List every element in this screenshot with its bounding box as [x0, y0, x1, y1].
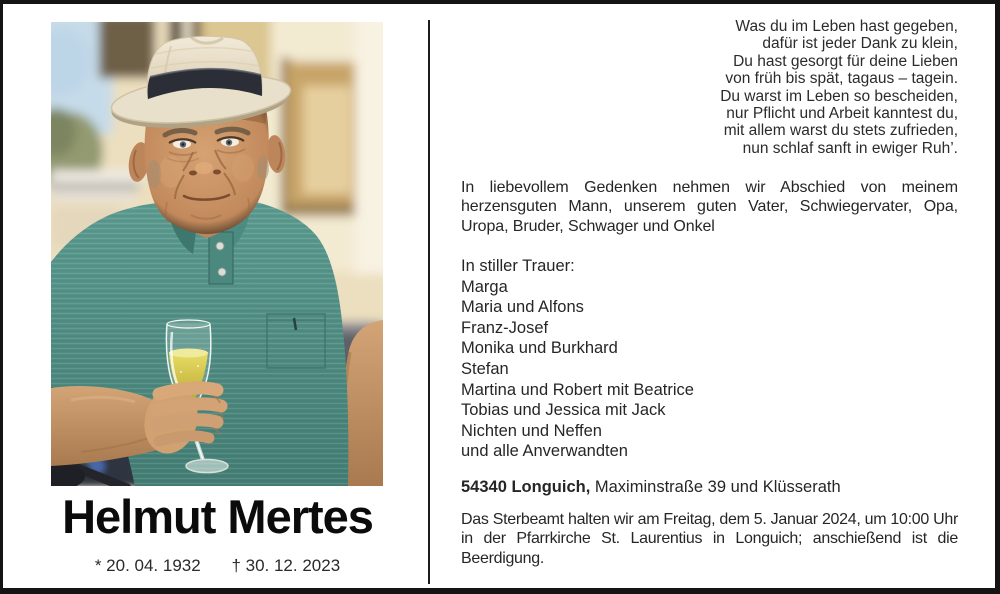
life-dates: [6, 555, 429, 577]
mourning-label: In stiller Trauer:: [461, 257, 575, 275]
address-line: [461, 478, 958, 497]
intro-paragraph: In liebevollem Gedenken nehmen wir Abschied von meinem herzensguten Mann, unserem guten Vater, Schwiegervater, Opa, Uropa, Bruder, Schwager und Onkel: [461, 179, 958, 235]
mourners-section: [461, 256, 958, 462]
address-postal-city: 54340 Longuich,: [461, 478, 591, 496]
memorial-poem: Was du im Leben hast gegeben, dafür ist jeder Dank zu klein, Du hast gesorgt für deine Lieben von früh bis spät, tagaus – tagein. Du warst im Leben so bescheiden, nur Pflicht und Arbeit kanntest du, mit allem warst du stets zufrieden, nun schlaf sanft in ewiger Ruh’.: [720, 18, 958, 157]
birth-date: * 20. 04. 1932: [94, 556, 201, 575]
death-date: † 30. 12. 2023: [231, 556, 341, 575]
column-divider-line: [428, 20, 430, 584]
mourners-list: Marga Maria und Alfons Franz-Josef Monika und Burkhard Stefan Martina und Robert mit Beatrice Tobias und Jessica mit Jack Nichten und Neffen und alle Anverwandten: [461, 277, 694, 461]
left-column: [6, 4, 429, 592]
right-column: [461, 4, 958, 592]
deceased-name: Helmut Mertes: [62, 490, 373, 543]
address-street: Maximinstraße 39 und Klüsserath: [594, 478, 841, 496]
service-announcement: Das Sterbeamt halten wir am Freitag, dem 5. Januar 2024, um 10:00 Uhr in der Pfarrkirche St. Laurentius in Longuich; anschießend ist die Beerdigung.: [461, 511, 958, 567]
